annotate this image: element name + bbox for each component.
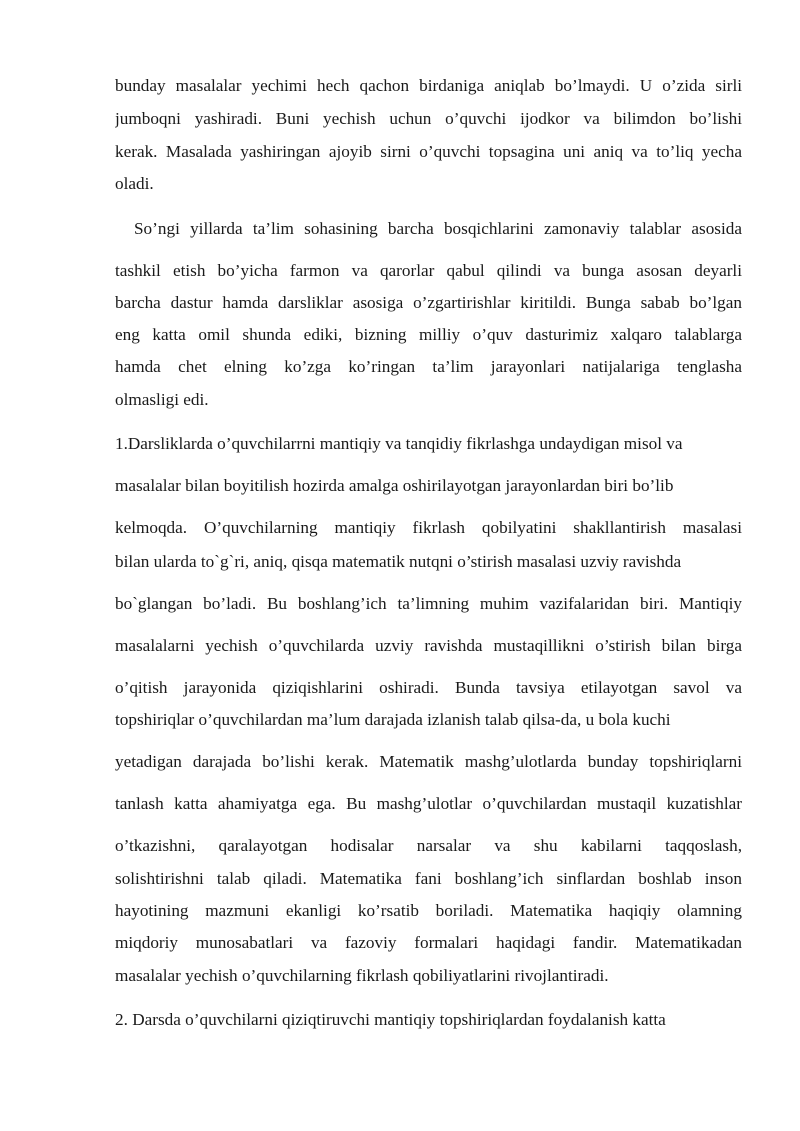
paragraph-first-line: So’ngi yillarda ta’lim sohasining barcha bosqichlarini zamonaviy talablar asosida	[134, 219, 742, 238]
text-line: yetadigan darajada bo’lishi kerak. Matematik mashg’ulotlarda bunday topshiriqlarni	[115, 752, 742, 771]
text-line: tashkil etish bo’yicha farmon va qarorlar qabul qilindi va bunga asosan deyarli	[115, 261, 742, 280]
text-line: solishtirishni talab qiladi. Matematika fani boshlang’ich sinflardan boshlab inson	[115, 869, 742, 888]
numbered-item-1: 1.Darsliklarda o’quvchilarrni mantiqiy va tanqidiy fikrlashga undaydigan misol va	[115, 434, 683, 453]
text-line: masalalar yechish o’quvchilarning fikrlash qobiliyatlarini rivojlantiradi.	[115, 966, 609, 985]
text-line: o’tkazishni, qaralayotgan hodisalar narsalar va shu kabilarni taqqoslash,	[115, 836, 742, 855]
text-line: o’qitish jarayonida qiziqishlarini oshiradi. Bunda tavsiya etilayotgan savol va	[115, 678, 742, 697]
text-line: miqdoriy munosabatlari va fazoviy formalari haqidagi fandir. Matematikadan	[115, 933, 742, 952]
text-line: tanlash katta ahamiyatga ega. Bu mashg’ulotlar o’quvchilardan mustaqil kuzatishlar	[115, 794, 742, 813]
text-line: masalalar bilan boyitilish hozirda amalga oshirilayotgan jarayonlardan biri bo’lib	[115, 476, 674, 495]
text-line: barcha dastur hamda darsliklar asosiga o’zgartirishlar kiritildi. Bunga sabab bo’lgan	[115, 293, 742, 312]
text-line: jumboqni yashiradi. Buni yechish uchun o’quvchi ijodkor va bilimdon bo’lishi	[115, 109, 742, 128]
text-line: bo`glangan bo’ladi. Bu boshlang’ich ta’limning muhim vazifalaridan biri. Mantiqiy	[115, 594, 742, 613]
numbered-item-2: 2. Darsda o’quvchilarni qiziqtiruvchi mantiqiy topshiriqlardan foydalanish katta	[115, 1010, 666, 1029]
text-line: bunday masalalar yechimi hech qachon birdaniga aniqlab bo’lmaydi. U o’zida sirli	[115, 76, 742, 95]
text-line: kerak. Masalada yashiringan ajoyib sirni o’quvchi topsagina uni aniq va to’liq yecha	[115, 142, 742, 161]
text-line: kelmoqda. O’quvchilarning mantiqiy fikrlash qobilyatini shakllantirish masalasi	[115, 518, 742, 537]
text-line: hayotining mazmuni ekanligi ko’rsatib boriladi. Matematika haqiqiy olamning	[115, 901, 742, 920]
text-line: topshiriqlar o’quvchilardan ma’lum darajada izlanish talab qilsa-da, u bola kuchi	[115, 710, 671, 729]
text-line: hamda chet elning ko’zga ko’ringan ta’lim jarayonlari natijalariga tenglasha	[115, 357, 742, 376]
text-line: masalalarni yechish o’quvchilarda uzviy ravishda mustaqillikni o’stirish bilan birga	[115, 636, 742, 655]
text-line: eng katta omil shunda ediki, bizning milliy o’quv dasturimiz xalqaro talablarga	[115, 325, 742, 344]
text-line: oladi.	[115, 174, 154, 193]
text-line: bilan ularda to`g`ri, aniq, qisqa matematik nutqni o’stirish masalasi uzviy ravishda	[115, 552, 682, 571]
text-line: olmasligi edi.	[115, 390, 209, 409]
